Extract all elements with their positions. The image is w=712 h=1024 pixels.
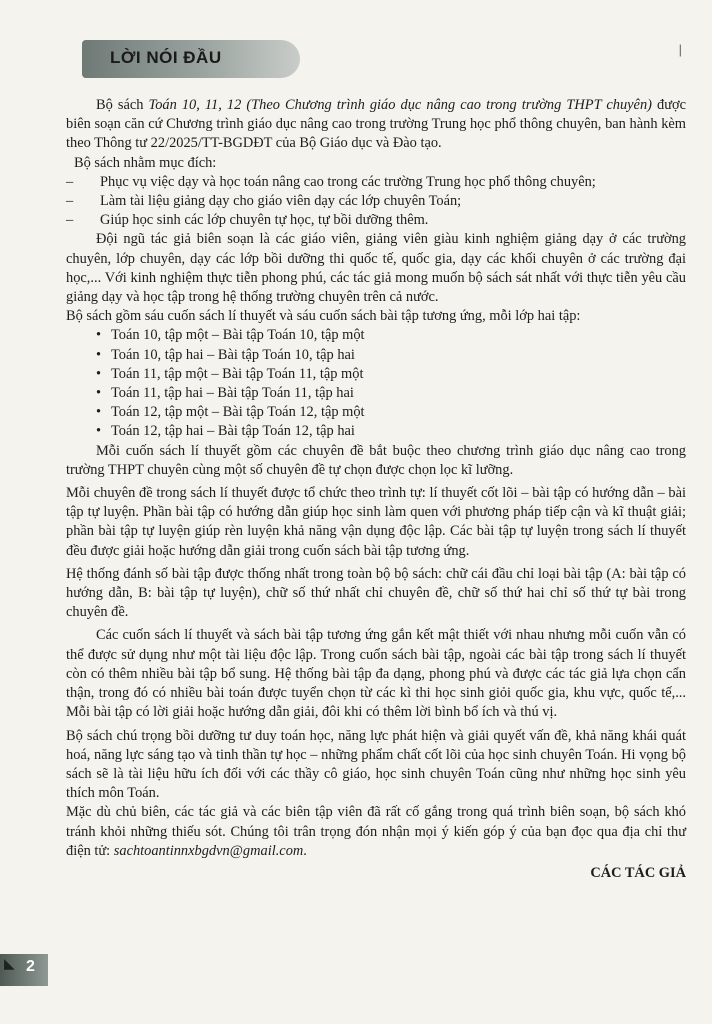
closing-end: . <box>303 842 307 859</box>
purpose-item: – Phục vụ việc dạy và học toán nâng cao trong các trường Trung học phổ thông chuyên; <box>66 173 686 192</box>
page-title: LỜI NÓI ĐẦU <box>110 48 222 67</box>
page-tab-notch-icon: ◣ <box>4 956 15 972</box>
book-item: • Toán 12, tập một – Bài tập Toán 12, tập một <box>66 403 686 422</box>
book-item: • Toán 10, tập một – Bài tập Toán 10, tập một <box>66 326 686 345</box>
main-text <box>66 96 686 883</box>
book-item: • Toán 11, tập hai – Bài tập Toán 11, tập hai <box>66 384 686 403</box>
focus-paragraph: Bộ sách chú trọng bồi dưỡng tư duy toán học, năng lực phát hiện và giải quyết vấn đề, khả năng khái quát hoá, năng lực sáng tạo và tinh thần tự học – những phẩm chất cốt lõi của học sinh chuyên Toán. Hi vọng bộ sách sẽ là tài liệu hữu ích đối với các thầy cô giáo, học sinh chuyên Toán cũng như những học sinh yêu thích môn Toán. <box>66 727 686 802</box>
contact-email: sachtoantinnxbgdvn@gmail.com <box>113 842 304 859</box>
closing-paragraph <box>66 803 686 861</box>
purpose-list <box>66 173 686 231</box>
books-intro: Bộ sách gồm sáu cuốn sách lí thuyết và sáu cuốn sách bài tập tương ứng, mỗi lớp hai tập: <box>66 308 581 325</box>
book-series-title: Toán 10, 11, 12 (Theo Chương trình giáo dục nâng cao trong trường THPT chuyên) <box>148 97 652 113</box>
purpose-heading: Bộ sách nhằm mục đích: <box>74 154 217 171</box>
closing-text: Mặc dù chủ biên, các tác giả và các biên tập viên đã rất cố gắng trong quá trình biên soạn, bộ sách khó tránh khỏi những thiếu sót. Chúng tôi trân trọng đón nhận mọi ý kiến góp ý của bạn đọc qua địa chỉ thư điện tử: <box>66 804 686 859</box>
intro-text-start: Bộ sách <box>96 97 149 113</box>
book-item: • Toán 10, tập hai – Bài tập Toán 10, tập hai <box>66 346 686 365</box>
intro-paragraph <box>66 96 686 154</box>
book-item: • Toán 12, tập hai – Bài tập Toán 12, tập hai <box>66 422 686 441</box>
book-list <box>66 326 686 441</box>
authors-paragraph: Đội ngũ tác giả biên soạn là các giáo viên, giảng viên giàu kinh nghiệm giảng dạy ở các trường chuyên, lớp chuyên, dạy các lớp bồi dưỡng thi quốc tế, quốc gia, dạy các khối chuyên ở các trường đại học,... Với kinh nghiệm thực tiễn phong phú, các tác giả mong muốn bộ sách sát nhất với thực tiễn yêu cầu giảng dạy và học tập trong hệ thống trường chuyên trên cả nước. <box>66 231 686 306</box>
page-number: 2 <box>26 958 35 975</box>
purpose-item: – Giúp học sinh các lớp chuyên tự học, tự bồi dưỡng thêm. <box>66 211 686 230</box>
intro-text-end: được biên soạn căn cứ Chương trình giáo dục nâng cao trong trường Trung học phổ thông chuyên, ban hành kèm theo Thông tư 22/2025/TT-BGDĐT của Bộ Giáo dục và Đào tạo. <box>66 97 687 152</box>
numbering-paragraph: Hệ thống đánh số bài tập được thống nhất trong toàn bộ bộ sách: chữ cái đầu chỉ loại bài tập (A: bài tập có hướng dẫn, B: bài tập tự luyện), chữ số thứ nhất chỉ chuyên đề, chữ số thứ hai chỉ số thứ tự bài trong chuyên đề. <box>66 565 686 621</box>
signature: CÁC TÁC GIẢ <box>590 864 686 881</box>
theory-paragraph: Mỗi cuốn sách lí thuyết gồm các chuyên đề bắt buộc theo chương trình giáo dục nâng cao trong trường THPT chuyên cùng một số chuyên đề tự chọn được chọn lọc kĩ lưỡng. <box>66 442 686 478</box>
page-edge-mark: | <box>678 42 682 57</box>
structure-paragraph: Mỗi chuyên đề trong sách lí thuyết được tổ chức theo trình tự: lí thuyết cốt lõi – bài tập có hướng dẫn – bài tập tự luyện. Phần bài tập có hướng dẫn giúp học sinh làm quen với phương pháp tiếp cận và kĩ thuật giải; phần bài tập tự luyện giúp rèn luyện khả năng vận dụng độc lập. Các bài tập tự luyện trong sách lí thuyết đều được giải hoặc hướng dẫn giải trong cuốn sách bài tập tương ứng. <box>66 485 686 559</box>
purpose-item: – Làm tài liệu giảng dạy cho giáo viên dạy các lớp chuyên Toán; <box>66 192 686 211</box>
book-item: • Toán 11, tập một – Bài tập Toán 11, tập một <box>66 365 686 384</box>
relation-paragraph: Các cuốn sách lí thuyết và sách bài tập tương ứng gắn kết mật thiết với nhau nhưng mỗi cuốn vẫn có thể được sử dụng như một tài liệu độc lập. Trong cuốn sách bài tập, ngoài các bài tập trong sách lí thuyết còn có thêm nhiều bài tập bổ sung. Hệ thống bài tập đa dạng, phong phú và được các tác giả lựa chọn cẩn thận, trong đó có nhiều bài toán được tuyển chọn từ các kì thi học sinh giỏi quốc gia, khu vực, quốc tế,... Mỗi bài tập có lời giải hoặc hướng dẫn giải, đôi khi có thêm lời bình bổ ích và thú vị. <box>66 627 686 721</box>
